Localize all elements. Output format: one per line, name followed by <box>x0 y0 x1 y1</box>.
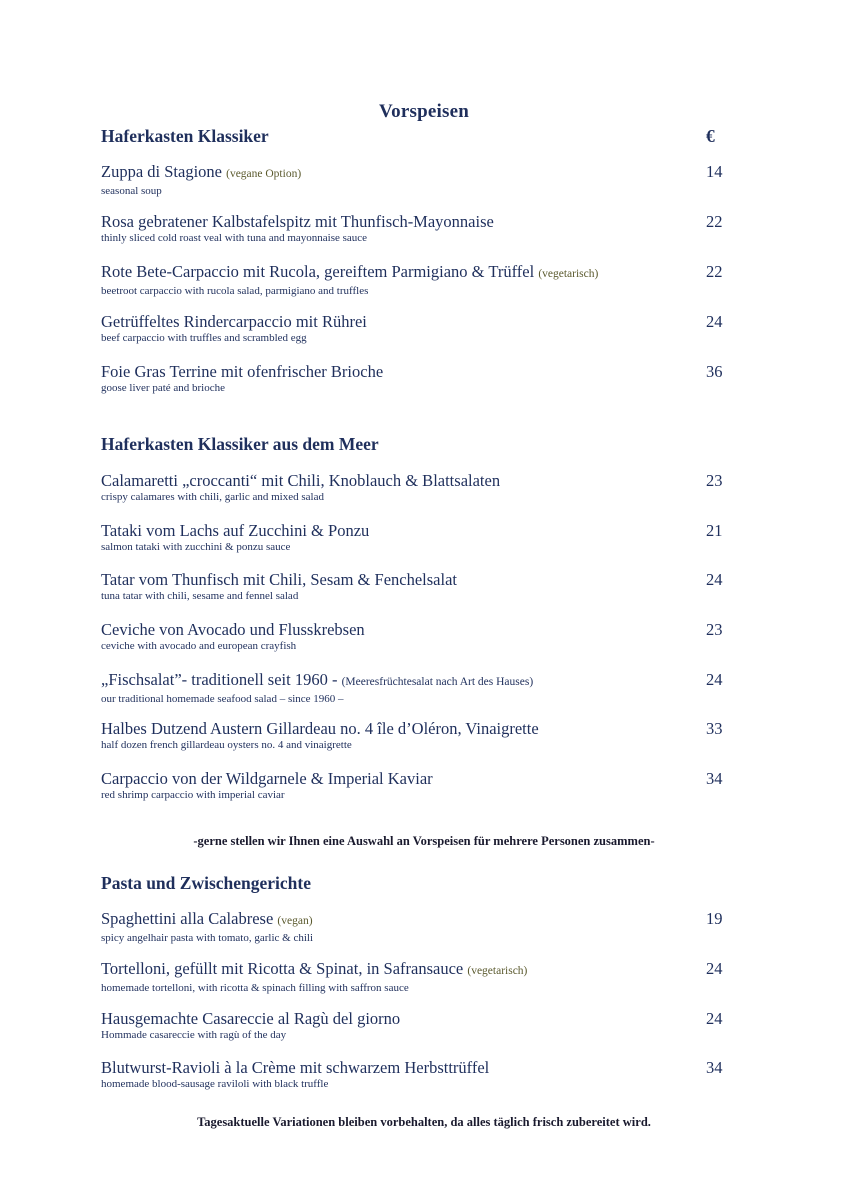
item-price: 34 <box>706 1058 723 1077</box>
menu-item <box>101 670 731 706</box>
item-description: beef carpaccio with truffles and scrambled egg <box>101 332 307 344</box>
menu-item <box>101 521 731 554</box>
item-name: Rosa gebratener Kalbstafelspitz mit Thunfisch-Mayonnaise <box>101 212 494 231</box>
item-description: homemade blood-sausage raviloli with black truffle <box>101 1078 329 1090</box>
item-description: crispy calamares with chili, garlic and mixed salad <box>101 491 324 503</box>
item-price: 24 <box>706 1009 723 1028</box>
item-price: 14 <box>706 162 723 181</box>
item-name: Tataki vom Lachs auf Zucchini & Ponzu <box>101 521 370 540</box>
item-name: Foie Gras Terrine mit ofenfrischer Brioche <box>101 362 384 381</box>
item-price: 24 <box>706 670 723 689</box>
item-description: seasonal soup <box>101 185 162 197</box>
item-price: 24 <box>706 570 723 589</box>
currency-header: € <box>706 126 715 146</box>
menu-item <box>101 312 731 345</box>
item-note: (vegane Option) <box>226 168 302 180</box>
section-title-klassiker: Haferkasten Klassiker <box>101 126 269 146</box>
item-price: 36 <box>706 362 723 381</box>
item-name: Getrüffeltes Rindercarpaccio mit Rührei <box>101 312 367 331</box>
item-price: 23 <box>706 620 723 639</box>
item-note: (vegetarisch) <box>538 268 599 280</box>
item-price: 22 <box>706 212 723 231</box>
menu-item <box>101 212 731 245</box>
item-description: beetroot carpaccio with rucola salad, parmigiano and truffles <box>101 285 369 297</box>
item-note: (vegan) <box>277 915 313 927</box>
item-description: ceviche with avocado and european crayfish <box>101 640 297 652</box>
item-name: „Fischsalat”- traditionell seit 1960 - <box>101 670 338 689</box>
item-price: 24 <box>706 959 723 978</box>
item-name: Blutwurst-Ravioli à la Crème mit schwarzem Herbsttrüffel <box>101 1058 490 1077</box>
section-title-meer: Haferkasten Klassiker aus dem Meer <box>101 434 379 454</box>
item-name: Spaghettini alla Calabrese <box>101 909 274 928</box>
item-description: salmon tataki with zucchini & ponzu sauce <box>101 541 291 553</box>
menu-item <box>101 1009 731 1042</box>
item-note: (Meeresfrüchtesalat nach Art des Hauses) <box>341 676 534 688</box>
menu-item <box>101 1058 731 1091</box>
starters-footnote: -gerne stellen wir Ihnen eine Auswahl an Vorspeisen für mehrere Personen zusammen- <box>193 834 655 848</box>
item-name: Carpaccio von der Wildgarnele & Imperial Kaviar <box>101 769 433 788</box>
item-price: 21 <box>706 521 723 540</box>
item-name: Zuppa di Stagione <box>101 162 222 181</box>
item-description: thinly sliced cold roast veal with tuna and mayonnaise sauce <box>101 232 368 244</box>
item-name: Rote Bete-Carpaccio mit Rucola, gereiftem Parmigiano & Trüffel <box>101 262 535 281</box>
item-name: Tortelloni, gefüllt mit Ricotta & Spinat, in Safransauce <box>101 959 464 978</box>
menu-item <box>101 570 731 603</box>
menu-item <box>101 262 731 298</box>
item-price: 23 <box>706 471 723 490</box>
item-name: Hausgemachte Casareccie al Ragù del giorno <box>101 1009 401 1028</box>
item-price: 22 <box>706 262 723 281</box>
item-note: (vegetarisch) <box>467 965 528 977</box>
menu-item <box>101 719 731 752</box>
item-name: Calamaretti „croccanti“ mit Chili, Knoblauch & Blattsalaten <box>101 471 501 490</box>
item-price: 24 <box>706 312 723 331</box>
menu-item <box>101 471 731 504</box>
menu-item <box>101 959 731 995</box>
item-description: our traditional homemade seafood salad – since 1960 – <box>101 693 344 705</box>
item-description: tuna tatar with chili, sesame and fennel salad <box>101 590 299 602</box>
menu-item <box>101 769 731 802</box>
menu-item <box>101 620 731 653</box>
menu-item <box>101 162 731 198</box>
item-description: goose liver paté and brioche <box>101 382 226 394</box>
item-price: 19 <box>706 909 723 928</box>
item-description: spicy angelhair pasta with tomato, garlic & chili <box>101 932 313 944</box>
section-title-pasta: Pasta und Zwischengerichte <box>101 873 311 893</box>
menu-item <box>101 909 731 945</box>
menu-item <box>101 362 731 395</box>
item-price: 34 <box>706 769 723 788</box>
item-description: half dozen french gillardeau oysters no. 4 and vinaigrette <box>101 739 352 751</box>
item-name: Tatar vom Thunfisch mit Chili, Sesam & Fenchelsalat <box>101 570 457 589</box>
item-name: Ceviche von Avocado und Flusskrebsen <box>101 620 365 639</box>
item-name: Halbes Dutzend Austern Gillardeau no. 4 île d’Oléron, Vinaigrette <box>101 719 539 738</box>
page-title: Vorspeisen <box>379 101 469 122</box>
item-description: Hommade casareccie with ragù of the day <box>101 1029 287 1041</box>
item-description: red shrimp carpaccio with imperial caviar <box>101 789 285 801</box>
item-price: 33 <box>706 719 723 738</box>
item-description: homemade tortelloni, with ricotta & spinach filling with saffron sauce <box>101 982 409 994</box>
daily-footnote: Tagesaktuelle Variationen bleiben vorbehalten, da alles täglich frisch zubereitet wird. <box>197 1115 651 1129</box>
